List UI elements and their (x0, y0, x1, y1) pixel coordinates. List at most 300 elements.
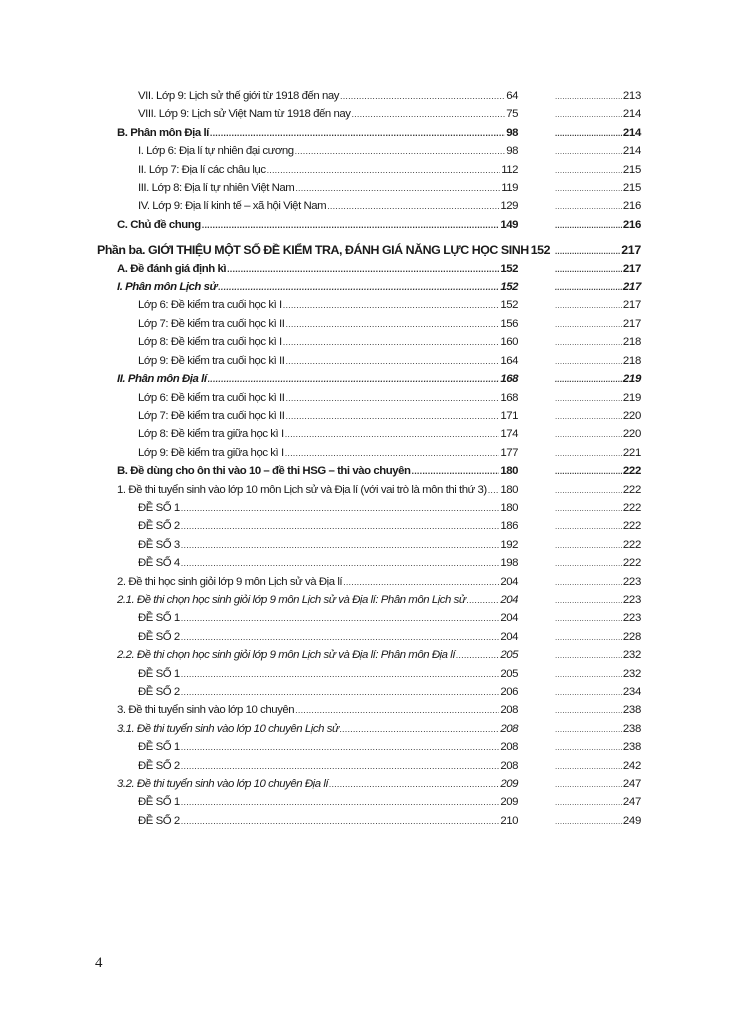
toc-entry (138, 425, 518, 443)
dot-leader (181, 517, 500, 535)
answer-page-column (555, 315, 641, 334)
toc-entry (138, 142, 518, 160)
toc-entry-title: ĐỀ SỐ 2 (138, 686, 180, 698)
answer-page-column (555, 812, 641, 831)
toc-page-number: 208 (500, 741, 518, 754)
answer-page-column (555, 352, 641, 371)
toc-entry-title: ĐỀ SỐ 2 (138, 630, 180, 643)
toc-row (0, 407, 730, 425)
toc-page-number: 152 (500, 262, 518, 275)
toc-row (0, 554, 730, 572)
dot-leader (555, 426, 622, 444)
toc-entry-title: Lớp 9: Đề kiểm tra giữa học kì I (138, 446, 284, 459)
toc-entry-title: 2.2. Đề thi chọn học sinh giỏi lớp 9 môn Lịch sử và Địa lí: Phân môn Địa lí (117, 649, 456, 662)
toc-page-number: 75 (506, 108, 518, 121)
toc-entry-title: ĐỀ SỐ 4 (138, 557, 180, 570)
toc-entry-title: Lớp 9: Đề kiểm tra cuối học kì II (138, 354, 285, 367)
dot-leader (283, 296, 500, 314)
answer-page-column (555, 775, 641, 794)
answer-page-number: 218 (622, 336, 641, 349)
answer-page-number: 217 (622, 262, 641, 275)
dot-leader (181, 499, 500, 517)
answer-page-number: 222 (622, 465, 641, 478)
dot-leader (181, 628, 500, 646)
dot-leader (555, 371, 622, 389)
toc-row (0, 683, 730, 701)
answer-page-number: 214 (622, 145, 641, 158)
toc-row (0, 333, 730, 351)
dot-leader (329, 775, 499, 793)
answer-page-number: 219 (622, 373, 641, 386)
toc-entry-title: C. Chủ đề chung (117, 218, 201, 231)
toc-entry-title: 2. Đề thi học sinh giỏi lớp 9 môn Lịch sử và Địa lí (117, 575, 343, 588)
toc-page-number: 98 (506, 145, 518, 158)
dot-leader (555, 390, 622, 408)
toc-page-number: 186 (500, 520, 518, 533)
toc-row (0, 628, 730, 646)
answer-page-column (555, 646, 641, 665)
toc-row (0, 793, 730, 811)
toc-page-number: 209 (500, 796, 518, 809)
answer-page-column (555, 591, 641, 610)
toc-entry (138, 683, 518, 701)
dot-leader (340, 87, 505, 105)
dot-leader (285, 315, 499, 333)
toc-entry-title: ĐỀ SỐ 1 (138, 612, 180, 625)
dot-leader (555, 500, 622, 518)
toc-row (0, 701, 730, 719)
toc-page-number: 208 (500, 704, 518, 717)
toc-entry-title: A. Đề đánh giá định kì (117, 262, 227, 275)
dot-leader (555, 408, 622, 426)
answer-page-column (555, 241, 641, 261)
toc-row (0, 609, 730, 627)
toc-page-number: 208 (500, 759, 518, 772)
dot-leader (555, 143, 622, 161)
toc-row (0, 775, 730, 793)
dot-leader (210, 124, 505, 142)
toc-row (0, 646, 730, 664)
dot-leader (181, 554, 500, 572)
toc-row (0, 278, 730, 296)
dot-leader (555, 198, 622, 216)
dot-leader (181, 536, 500, 554)
answer-page-column (555, 260, 641, 279)
answer-page-column (555, 296, 641, 315)
toc-page-number: 180 (500, 483, 518, 496)
toc-page-number: 205 (500, 667, 518, 680)
dot-leader (295, 179, 500, 197)
answer-page-column (555, 499, 641, 518)
toc-page-number: 206 (500, 686, 518, 698)
toc-page-number: 156 (500, 317, 518, 330)
toc-page-number: 204 (500, 575, 518, 588)
dot-leader (555, 666, 622, 684)
answer-page-number: 247 (622, 796, 641, 809)
answer-page-column (555, 481, 641, 500)
answer-page-number: 249 (622, 814, 641, 827)
toc-row (0, 591, 730, 609)
answer-page-number: 238 (622, 741, 641, 754)
toc-entry-title: Lớp 8: Đề kiểm tra giữa học kì I (138, 428, 284, 441)
answer-page-number: 238 (622, 722, 641, 735)
toc-entry (138, 197, 518, 215)
toc-entry-title: III. Lớp 8: Địa lí tự nhiên Việt Nam (138, 182, 295, 195)
dot-leader (555, 518, 622, 536)
toc-row (0, 315, 730, 333)
dot-leader (295, 701, 499, 719)
answer-page-column (555, 462, 641, 481)
toc-row (0, 161, 730, 179)
answer-page-number: 223 (622, 612, 641, 625)
toc-entry-title: ĐỀ SỐ 3 (138, 538, 180, 551)
toc-entry (117, 646, 518, 664)
dot-leader (555, 758, 622, 776)
toc-entry (138, 517, 518, 535)
toc-page-number: 164 (500, 354, 518, 367)
dot-leader (208, 370, 500, 388)
dot-leader (555, 555, 622, 573)
toc-entry (138, 352, 518, 370)
dot-leader (227, 260, 499, 278)
dot-leader (267, 161, 501, 179)
answer-page-number: 217 (622, 281, 641, 294)
dot-leader (555, 684, 622, 702)
toc-page-number: 112 (501, 163, 518, 176)
toc-entry (117, 278, 518, 296)
answer-page-number: 223 (622, 593, 641, 606)
toc-row (0, 179, 730, 197)
dot-leader (555, 592, 622, 610)
dot-leader (555, 88, 622, 106)
toc-page-number: 210 (500, 814, 518, 827)
answer-page-number: 228 (622, 630, 641, 643)
toc-entry (117, 701, 518, 719)
answer-page-column (555, 683, 641, 702)
toc-entry (138, 628, 518, 646)
dot-leader (456, 646, 499, 664)
dot-leader (283, 333, 500, 351)
dot-leader (555, 445, 622, 463)
toc-entry-title: Lớp 7: Đề kiểm tra cuối học kì II (138, 409, 285, 422)
toc-entry (138, 536, 518, 554)
toc-entry-title: Lớp 7: Đề kiểm tra cuối học kì II (138, 317, 285, 330)
answer-page-column (555, 389, 641, 408)
toc-page-number: 98 (506, 126, 518, 139)
answer-page-column (555, 425, 641, 444)
toc-entry-title: II. Phân môn Địa lí (117, 373, 207, 386)
answer-page-column (555, 720, 641, 739)
answer-page-number: 213 (622, 90, 641, 102)
answer-page-column (555, 105, 641, 124)
dot-leader (555, 316, 622, 334)
dot-leader (555, 334, 622, 352)
dot-leader (181, 738, 500, 756)
toc-page-number: 204 (500, 612, 518, 625)
dot-leader (555, 162, 622, 180)
answer-page-number: 217 (621, 243, 641, 258)
toc-entry (138, 407, 518, 425)
toc-page-number: 180 (500, 501, 518, 514)
dot-leader (181, 793, 500, 811)
dot-leader (555, 261, 622, 279)
toc-row (0, 481, 730, 499)
answer-page-column (555, 370, 641, 389)
toc-entry-title: Phần ba. GIỚI THIỆU MỘT SỐ ĐỀ KIỂM TRA, ĐÁNH GIÁ NĂNG LỰC HỌC SINH (97, 243, 529, 258)
toc-entry-title: I. Lớp 6: Địa lí tự nhiên đại cương (138, 145, 294, 158)
answer-page-column (555, 757, 641, 776)
answer-page-column (555, 87, 641, 106)
answer-page-column (555, 665, 641, 684)
toc-entry (117, 481, 518, 499)
dot-leader (285, 352, 499, 370)
dot-leader (555, 537, 622, 555)
answer-page-number: 222 (622, 557, 641, 570)
answer-page-number: 214 (622, 126, 641, 139)
answer-page-column (555, 554, 641, 573)
toc-entry (138, 554, 518, 572)
toc-row (0, 142, 730, 160)
toc-entry-title: II. Lớp 7: Địa lí các châu lục (138, 163, 266, 176)
dot-leader (412, 462, 500, 480)
answer-page-number: 232 (622, 667, 641, 680)
dot-leader (285, 389, 499, 407)
toc-row (0, 517, 730, 535)
answer-page-number: 219 (622, 391, 641, 404)
toc-entry (138, 389, 518, 407)
toc-entry (117, 720, 518, 738)
dot-leader (555, 776, 622, 794)
answer-page-number: 238 (622, 704, 641, 717)
toc-entry-title: ĐỀ SỐ 2 (138, 759, 180, 772)
toc-entry (138, 499, 518, 517)
answer-page-number: 234 (622, 686, 641, 698)
answer-page-number: 214 (622, 108, 641, 121)
dot-leader (555, 125, 622, 143)
answer-page-number: 223 (622, 575, 641, 588)
toc-row (0, 757, 730, 775)
toc-page-number: 168 (500, 391, 518, 404)
toc-row (0, 738, 730, 756)
dot-leader (555, 721, 622, 739)
answer-page-number: 222 (622, 501, 641, 514)
dot-leader (285, 444, 500, 462)
toc-entry (117, 216, 518, 234)
toc-row (0, 462, 730, 480)
toc-row (0, 296, 730, 314)
dot-leader (555, 702, 622, 720)
toc-page-number: 168 (500, 373, 518, 386)
answer-page-column (555, 216, 641, 235)
toc-row (0, 87, 730, 105)
toc-row (0, 260, 730, 278)
answer-page-column (555, 793, 641, 812)
answer-page-number: 217 (622, 299, 641, 312)
answer-page-column (555, 628, 641, 647)
dot-leader (181, 665, 500, 683)
toc-entry-title: Lớp 6: Đề kiểm tra cuối học kì I (138, 299, 282, 312)
dot-leader (555, 574, 622, 592)
toc-entry-title: 3. Đề thi tuyển sinh vào lớp 10 chuyên (117, 704, 295, 717)
toc-row (0, 499, 730, 517)
dot-leader (555, 180, 622, 198)
toc-page-number: 192 (500, 538, 518, 551)
toc-entry (138, 665, 518, 683)
toc-row (0, 389, 730, 407)
answer-page-number: 242 (622, 759, 641, 772)
toc-row (0, 197, 730, 215)
toc-row (0, 425, 730, 443)
dot-leader (202, 216, 500, 234)
toc-entry-title: 2.1. Đề thi chọn học sinh giỏi lớp 9 môn Lịch sử và Địa lí: Phân môn Lịch sử (117, 593, 466, 606)
answer-page-column (555, 536, 641, 555)
dot-leader (555, 629, 622, 647)
toc-entry (117, 573, 518, 591)
dot-leader (351, 105, 505, 123)
toc-page-number: 160 (500, 336, 518, 349)
toc-entry-title: Lớp 6: Đề kiểm tra cuối học kì II (138, 391, 285, 404)
toc-page-number: 204 (500, 593, 518, 606)
toc-entry (117, 124, 518, 142)
answer-page-number: 216 (622, 218, 641, 231)
dot-leader (555, 353, 622, 371)
dot-leader (340, 720, 500, 738)
toc-row (0, 105, 730, 123)
answer-page-column (555, 179, 641, 198)
dot-leader (555, 297, 622, 315)
answer-page-number: 232 (622, 649, 641, 662)
toc-page-number: 180 (500, 465, 518, 478)
dot-leader (181, 683, 500, 701)
toc-entry-title: VIII. Lớp 9: Lịch sử Việt Nam từ 1918 đến nay (138, 108, 351, 121)
answer-page-column (555, 197, 641, 216)
toc-entry-title: Lớp 8: Đề kiểm tra cuối học kì I (138, 336, 282, 349)
answer-page-number: 247 (622, 778, 641, 791)
toc-entry (117, 591, 518, 609)
answer-page-column (555, 573, 641, 592)
dot-leader (467, 591, 500, 609)
toc-page-number: 208 (500, 722, 518, 735)
toc-row (0, 720, 730, 738)
answer-page-number: 222 (622, 520, 641, 533)
toc-entry-title: ĐỀ SỐ 1 (138, 667, 180, 680)
toc-page-number: 152 (500, 299, 518, 312)
dot-leader (181, 812, 500, 830)
answer-page-number: 222 (622, 538, 641, 551)
dot-leader (555, 610, 622, 628)
dot-leader (488, 481, 500, 499)
dot-leader (555, 794, 622, 812)
dot-leader (181, 757, 500, 775)
dot-leader (327, 197, 499, 215)
toc-entry-title: 1. Đề thi tuyển sinh vào lớp 10 môn Lịch sử và Địa lí (với vai trò là môn thi thứ 3) (117, 483, 487, 496)
dot-leader (218, 278, 499, 296)
section-gap (0, 234, 730, 241)
answer-page-column (555, 333, 641, 352)
dot-leader (555, 482, 622, 500)
toc-row (0, 536, 730, 554)
toc-row (0, 216, 730, 234)
toc-entry-title: ĐỀ SỐ 1 (138, 501, 180, 514)
toc-row (0, 665, 730, 683)
toc-page-number: 205 (500, 649, 518, 662)
toc-page-number: 204 (500, 630, 518, 643)
toc-row (0, 352, 730, 370)
answer-page-column (555, 124, 641, 143)
dot-leader (555, 279, 622, 297)
toc-page-number: 171 (500, 409, 518, 422)
toc-entry (138, 757, 518, 775)
answer-page-column (555, 609, 641, 628)
toc-entry (138, 179, 518, 197)
dot-leader (295, 142, 506, 160)
dot-leader (555, 739, 622, 757)
toc-entry-title: VII. Lớp 9: Lịch sử thế giới từ 1918 đến nay (138, 90, 339, 102)
toc-entry (138, 812, 518, 830)
toc-entry (138, 609, 518, 627)
dot-leader (343, 573, 499, 591)
dot-leader (285, 407, 499, 425)
answer-page-number: 221 (622, 446, 641, 459)
toc-entry-title: 3.1. Đề thi tuyển sinh vào lớp 10 chuyên Lịch sử (117, 722, 339, 735)
dot-leader (555, 813, 622, 831)
toc-entry (117, 370, 518, 388)
toc-entry-title: ĐỀ SỐ 1 (138, 796, 180, 809)
toc-entry-title: ĐỀ SỐ 2 (138, 814, 180, 827)
toc-entry (97, 241, 551, 260)
toc-entry (117, 260, 518, 278)
toc-entry (138, 315, 518, 333)
toc-entry (138, 333, 518, 351)
answer-page-column (555, 701, 641, 720)
toc-entry (138, 738, 518, 756)
toc-page-number: 149 (500, 218, 518, 231)
table-of-contents (0, 87, 730, 830)
toc-page-number: 177 (500, 446, 518, 459)
toc-entry (138, 105, 518, 123)
toc-row (0, 444, 730, 462)
toc-page-number: 152 (530, 243, 551, 258)
page-number: 4 (95, 955, 103, 971)
toc-row (0, 124, 730, 142)
toc-entry (138, 87, 518, 105)
toc-entry-title: IV. Lớp 9: Địa lí kinh tế – xã hội Việt Nam (138, 200, 327, 213)
toc-entry-title: B. Phân môn Địa lí (117, 126, 209, 139)
dot-leader (555, 106, 622, 124)
toc-entry (138, 444, 518, 462)
dot-leader (555, 647, 622, 665)
toc-entry (117, 462, 518, 480)
answer-page-number: 222 (622, 483, 641, 496)
answer-page-number: 216 (622, 200, 641, 213)
toc-entry (117, 775, 518, 793)
answer-page-column (555, 278, 641, 297)
toc-entry-title: I. Phân môn Lịch sử (117, 281, 218, 294)
toc-row (0, 241, 730, 259)
toc-page-number: 64 (506, 90, 518, 102)
answer-page-column (555, 142, 641, 161)
toc-entry-title: ĐỀ SỐ 1 (138, 741, 180, 754)
toc-entry-title: ĐỀ SỐ 2 (138, 520, 180, 533)
answer-page-number: 215 (622, 163, 641, 176)
answer-page-number: 215 (622, 182, 641, 195)
toc-row (0, 573, 730, 591)
toc-row (0, 370, 730, 388)
toc-page-number: 209 (500, 778, 518, 791)
toc-page-number: 152 (500, 281, 518, 294)
answer-page-number: 220 (622, 428, 641, 441)
toc-page-number: 119 (501, 182, 518, 195)
